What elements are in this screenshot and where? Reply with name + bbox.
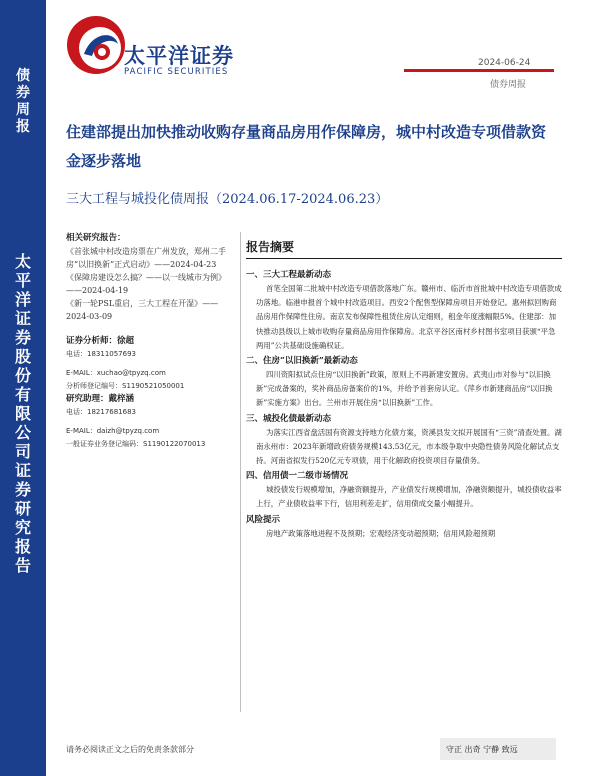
assistant-heading: 研究助理：戴梓涵 <box>66 394 135 404</box>
analyst-heading: 证券分析师：徐超 <box>66 336 135 346</box>
info-column <box>66 232 238 717</box>
company-name-vertical: 太 平 洋 证 券 股 份 有 限 公 司 证 券 研 究 报 告 <box>14 252 31 575</box>
report-subtitle: 三大工程与城投化债周报（2024.06.17-2024.06.23） <box>66 192 389 207</box>
related-item[interactable]: 《新一轮PSL重启，三大工程在开湿》——2024-03-09 <box>66 299 219 321</box>
related-item[interactable]: 《首张城中村改造房票在广州发放，郑州二手房“以旧换新”正式启动》——2024-04-23 <box>66 247 226 269</box>
report-date: 2024-06-24 <box>478 58 531 68</box>
left-sidebar-band <box>0 0 46 776</box>
analyst-cert: 分析师登记编号：S1190521050001 <box>66 382 185 390</box>
logo-name-cn: 太平洋证券 <box>124 44 234 68</box>
section-body: 首笔全国第二批城中村改造专项借款落地广东。赣州市、临沂市首批城中村改造专项借款成功落地。临港申报首个城中村改造项目。西安2个配售型保障房项目开始登记。惠州拟回购商品房用作保障性住房。南京发布保障性租赁住房认定细则，租金年度涨幅限5%。住建部：加快推动县级以上城市收购存量商品房用作保障房。北京平谷区南村乡村图书室项目获颁“平急两用”公共基础设施确权证。 <box>256 284 562 350</box>
section-body: 四川资阳拟试点住房“以旧换新”政策，原则上不再新建安置房。武夷山市对参与“以旧换新”完成备案的，奖补商品房备案价的1%，并给予首套房认定。《萍乡市新建商品房“以旧换新”实施方案》出台。兰州市开展住房“以旧换新”工作。 <box>256 370 553 408</box>
logo-name-en: PACIFIC SECURITIES <box>124 67 229 77</box>
risk-body: 房地产政策落地进程不及预期；宏观经济变动超预期；信用风险超预期 <box>266 528 496 538</box>
abstract-rule <box>246 258 562 259</box>
section-body: 城投债发行规模增加，净融资额提升，产业债发行规模增加，净融资额提升，城投债收益率上行，产业债收益率下行，信用利差走扩，信用债成交量小幅提升。 <box>256 485 562 509</box>
section-title: 四、信用债一二级市场情况 <box>246 471 349 482</box>
column-divider <box>240 232 241 712</box>
section-title: 一、三大工程最新动态 <box>246 270 332 280</box>
report-type: 债券周报 <box>490 80 527 90</box>
section-title: 二、住房“以旧换新”最新动态 <box>246 356 358 367</box>
analyst-email[interactable]: E-MAIL：xuchao@tpyzq.com <box>66 369 166 377</box>
footer-disclaimer: 请务必阅读正文之后的免责条款部分 <box>66 745 194 754</box>
abstract-section <box>246 238 562 543</box>
analyst-phone: 电话：18311057693 <box>66 350 136 358</box>
related-item[interactable]: 《保障房建设怎么搞？——以一线城市为例》——2024-04-19 <box>66 273 226 295</box>
assistant-cert: 一般证券业务登记编码：S1190122070013 <box>66 440 206 448</box>
assistant-email[interactable]: E-MAIL：daizh@tpyzq.com <box>66 427 160 435</box>
section-body: 为落实江西省盘活国有资源支持地方化债方案，资溪县发文拟开展国有“三资”清查处置。湖南永州市：2023年新增政府债务规模143.53亿元，市本级争取中央隐性债务风险化解试点支持。河南省拟发行520亿元专项债，用于化解政府投资项目存量债务。 <box>256 427 562 466</box>
header-divider <box>404 69 554 72</box>
section-title: 三、城投化债最新动态 <box>246 413 332 424</box>
risk-title: 风险提示 <box>246 514 281 525</box>
report-title: 住建部提出加快推动收购存量商品房用作保障房，城中村改造专项借款资金逐步落地 <box>66 123 547 170</box>
abstract-heading: 报告摘要 <box>246 240 295 254</box>
report-type-vertical: 债 券 周 报 <box>16 68 30 135</box>
related-heading: 相关研究报告： <box>66 233 126 243</box>
footer-motto: 守正 出奇 宁静 致远 <box>446 745 518 754</box>
assistant-phone: 电话：18217681683 <box>66 408 136 416</box>
